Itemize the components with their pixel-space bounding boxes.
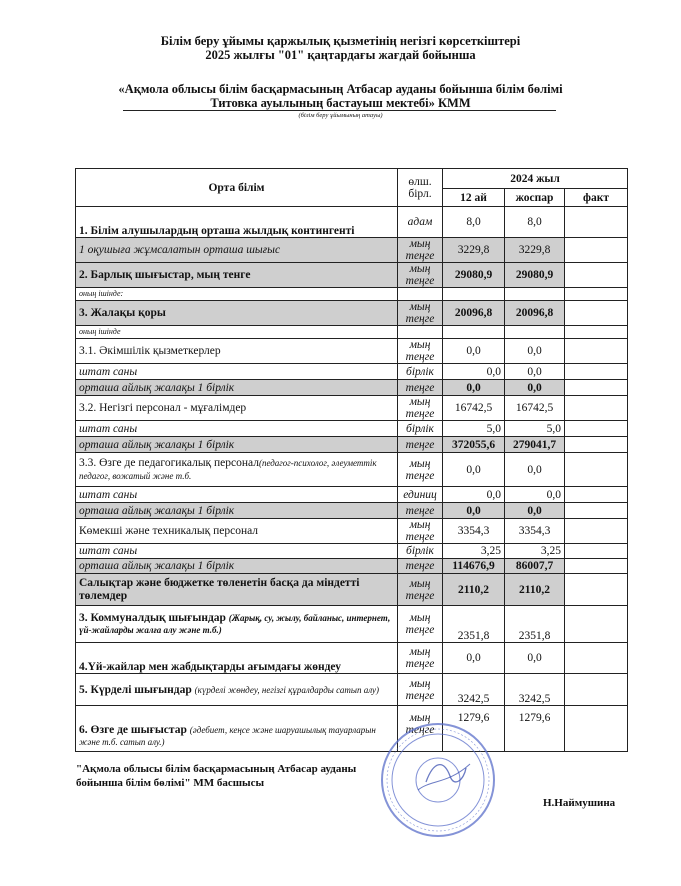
col-fact: факт xyxy=(565,189,628,207)
signatory-org-line1: "Ақмола облысы білім басқармасының Атбасар ауданы xyxy=(76,763,357,775)
table-row: 4.Үй-жайлар мен жабдықтарды ағымдағы жөндеу мың теңге 0,0 0,0 xyxy=(76,643,628,674)
col-12months: 12 ай xyxy=(443,189,505,207)
table-row: 5. Күрделі шығындар (күрделі жөндеу, негізгі құралдарды сатып алу) мың теңге 3242,5 3242,5 xyxy=(76,674,628,706)
table-header-row xyxy=(76,169,628,189)
table-row: орташа айлық жалақы 1 бірлік теңге 0,0 0,0 xyxy=(76,503,628,519)
table-row: Көмекші және техникалық персонал мың теңге 3354,3 3354,3 xyxy=(76,519,628,544)
table-row: орташа айлық жалақы 1 бірлік теңге 114676,9 86007,7 xyxy=(76,559,628,574)
signatory-org xyxy=(76,762,356,790)
table-row: 6. Өзге де шығыстар (әдебиет, кеңсе және шаруашылық тауарларын және т.б. сатып алу.) мың теңге 1279,6 1279,6 xyxy=(76,706,628,752)
table-row: орташа айлық жалақы 1 бірлік теңге 0,0 0,0 xyxy=(76,380,628,396)
org-name-line2: Титовка ауылының бастауыш мектебі» КММ xyxy=(210,96,471,110)
table-row: оның ішінде xyxy=(76,326,628,339)
col-year: 2024 жыл xyxy=(443,169,628,189)
doc-title-line1: Білім беру ұйымы қаржылық қызметінің негізгі көрсеткіштері xyxy=(160,34,521,48)
table-row: 3. Жалақы қоры мың теңге 20096,8 20096,8 xyxy=(76,301,628,326)
col-plan: жоспар xyxy=(505,189,565,207)
indicators-table xyxy=(75,168,628,752)
table-row: орташа айлық жалақы 1 бірлік теңге 372055,6 279041,7 xyxy=(76,437,628,453)
col-title: Орта білім xyxy=(76,169,398,207)
table-row: 3. Коммуналдық шығындар (Жарық, су, жылу, байланыс, интернет, үй-жайларды жалға алу және т.б.) мың теңге 2351,8 2351,8 xyxy=(76,606,628,643)
table-row: штат саны бірлік 3,25 3,25 xyxy=(76,544,628,559)
table-row: 1. Білім алушылардың орташа жылдық контингенті адам 8,0 8,0 xyxy=(76,207,628,238)
table-row: 2. Барлық шығыстар, мың тенге мың теңге 29080,9 29080,9 xyxy=(76,263,628,288)
table-row: штат саны единиц 0,0 0,0 xyxy=(76,487,628,503)
org-name-line1: «Ақмола облысы білім басқармасының Атбасар ауданы бойынша білім бөлімі xyxy=(118,82,563,96)
signatory-name: Н.Наймушина xyxy=(543,797,616,809)
table-row: штат саны бірлік 5,0 5,0 xyxy=(76,421,628,437)
doc-title-line2: 2025 жылғы "01" қаңтардағы жағдай бойынша xyxy=(205,48,476,62)
table-row: 3.1. Әкімшілік қызметкерлер мың теңге 0,0 0,0 xyxy=(76,339,628,364)
signatory-org-line2: бойынша білім бөлімі" ММ басшысы xyxy=(76,777,265,789)
table-row: Салықтар және бюджетке төленетін басқа да міндетті төлемдер мың теңге 2110,2 2110,2 xyxy=(76,574,628,606)
table-row: штат саны бірлік 0,0 0,0 xyxy=(76,364,628,380)
table-row: оның ішінде: xyxy=(76,288,628,301)
official-stamp xyxy=(378,720,498,840)
table-row: 3.3. Өзге де педагогикалық персонал(педагог-психолог, әлеуметтік педагог, вожатый және т.б. мың теңге 0,0 0,0 xyxy=(76,453,628,487)
table-row: 3.2. Негізгі персонал - мұғалімдер мың теңге 16742,5 16742,5 xyxy=(76,396,628,421)
table-row: 1 оқушыға жұмсалатын орташа шығыс мың теңге 3229,8 3229,8 xyxy=(76,238,628,263)
org-caption: (білім беру ұйымының атауы) xyxy=(298,112,383,119)
org-name-underline xyxy=(123,110,556,111)
col-unit: өлш. бірл. xyxy=(398,169,443,207)
